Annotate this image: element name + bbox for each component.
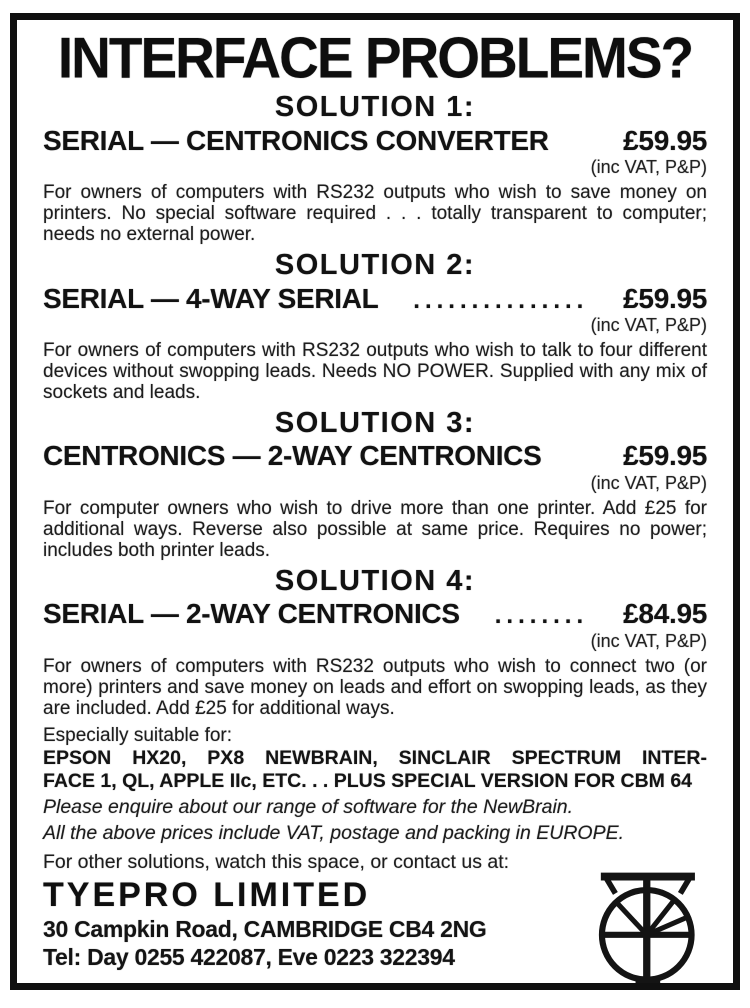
tyepro-wheel-logo-icon — [593, 866, 705, 988]
company-name: TYEPRO LIMITED — [43, 875, 371, 914]
solution-1-heading: SOLUTION 1: — [274, 91, 476, 124]
solution-1-description: For owners of computers with RS232 outputs who wish to save money on printers. No special software required . . . totally transparent to computer; needs no external power. — [43, 182, 707, 246]
solution-3-vat-note: (inc VAT, P&P) — [590, 473, 707, 494]
solution-4-product-line — [43, 599, 707, 630]
compatibility-section — [43, 725, 707, 793]
prices-note: All the above prices include VAT, postage and packing in EUROPE. — [43, 821, 625, 844]
solution-2-product-line — [43, 284, 707, 315]
solution-4-price: £84.95 — [623, 598, 707, 630]
company-address: 30 Campkin Road, CAMBRIDGE CB4 2NG — [43, 915, 487, 942]
advert-frame — [10, 13, 740, 990]
solution-4-description: For owners of computers with RS232 outputs who wish to connect two (or more) printers and save money on leads and effort on swopping leads, as they are included. Add £25 for additional ways. — [43, 655, 707, 719]
solution-4-product-name: SERIAL — 2-WAY CENTRONICS — [43, 598, 460, 630]
solution-1-section — [43, 92, 707, 245]
company-footer — [43, 875, 707, 971]
solution-3-heading: SOLUTION 3: — [274, 407, 476, 440]
solution-1-product-name: SERIAL — CENTRONICS CONVERTER — [43, 124, 549, 156]
solution-3-product-line — [43, 441, 707, 472]
solution-4-dot-leader: ........ — [494, 603, 589, 630]
solution-2-description: For owners of computers with RS232 outputs who wish to talk to four different devices without swopping leads. Needs NO POWER. Supplied with any mix of sockets and leads. — [43, 340, 707, 404]
suitable-for-intro: Especially suitable for: — [43, 724, 233, 746]
solution-4-vat-note: (inc VAT, P&P) — [590, 631, 707, 652]
compatible-systems-line-1: EPSON HX20, PX8 NEWBRAIN, SINCLAIR SPECTRUM INTER- — [43, 746, 707, 769]
solution-4-section — [43, 566, 707, 719]
solution-1-price: £59.95 — [623, 124, 707, 156]
solution-2-dot-leader: ............... — [413, 287, 589, 314]
solution-2-vat-note: (inc VAT, P&P) — [590, 315, 707, 336]
solution-2-heading: SOLUTION 2: — [274, 249, 476, 282]
solution-1-vat-note: (inc VAT, P&P) — [590, 157, 707, 178]
ad-headline: INTERFACE PROBLEMS? — [57, 25, 693, 91]
contact-intro: For other solutions, watch this space, or contact us at: — [43, 850, 510, 873]
compatible-systems-list — [43, 747, 707, 793]
solution-4-heading: SOLUTION 4: — [274, 564, 476, 597]
compatible-systems-line-2: FACE 1, QL, APPLE IIc, ETC. . . PLUS SPECIAL VERSION FOR CBM 64 — [43, 769, 693, 792]
solution-1-product-line — [43, 126, 707, 157]
solution-3-description: For computer owners who wish to drive more than one printer. Add £25 for additional ways. Reverse also possible at same price. Requires no power; includes both printer leads. — [43, 497, 707, 561]
solution-3-section — [43, 408, 707, 561]
company-phone: Tel: Day 0255 422087, Eve 0223 322394 — [43, 944, 455, 971]
solution-3-product-name: CENTRONICS — 2-WAY CENTRONICS — [43, 440, 542, 472]
software-note: Please enquire about our range of software for the NewBrain. — [43, 795, 574, 818]
solution-2-section — [43, 250, 707, 403]
solution-2-product-name: SERIAL — 4-WAY SERIAL — [43, 282, 379, 314]
solution-3-price: £59.95 — [623, 440, 707, 472]
solution-2-price: £59.95 — [623, 282, 707, 314]
